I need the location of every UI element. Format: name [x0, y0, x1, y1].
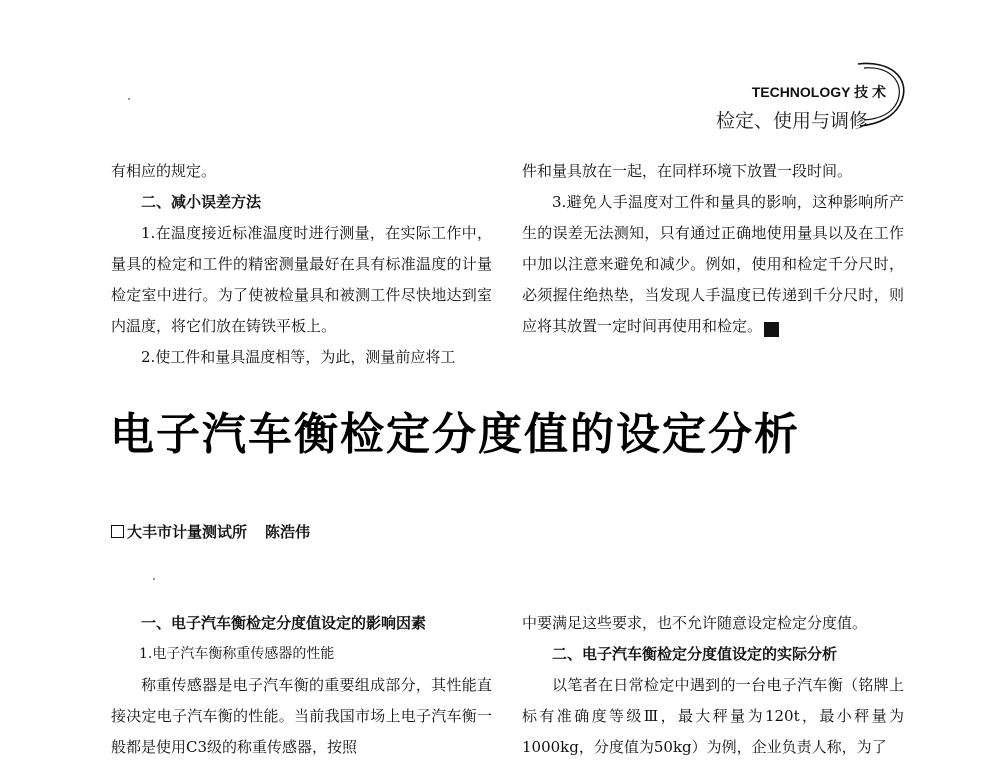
header-section-subtitle: 检定、使用与调修 [715, 110, 868, 132]
article-end-mark-icon: 计 [764, 322, 779, 337]
prev-right-paragraph-3 [522, 187, 904, 342]
scan-speck [153, 578, 155, 580]
header-section-label: TECHNOLOGY 技 术 [751, 84, 886, 100]
prev-right-line: 件和量具放在一起，在同样环境下放置一段时间。 [522, 162, 853, 180]
article-right-paragraph-1: 以笔者在日常检定中遇到的一台电子汽车衡（铭牌上标有准确度等级Ⅲ，最大秤量为120t，最小秤量为1000kg，分度值为50kg）为例，企业负责人称，为了 [522, 676, 904, 756]
article-left-paragraph-1: 称重传感器是电子汽车衡的重要组成部分，其性能直接决定电子汽车衡的性能。当前我国市场上电子汽车衡一般都是使用C3级的称重传感器，按照 [111, 676, 492, 756]
author-organization: 大丰市计量测试所 [127, 523, 248, 541]
prev-article-left-column [111, 156, 492, 373]
article-left-column [111, 608, 492, 763]
article-heading-1: 一、电子汽车衡检定分度值设定的影响因素 [141, 614, 427, 632]
article-author-line [111, 521, 310, 542]
prev-left-paragraph-2: 2.使工件和量具温度相等，为此，测量前应将工 [141, 348, 456, 366]
article-subheading-1: 1.电子汽车衡称重传感器的性能 [139, 646, 335, 662]
article-title: 电子汽车衡检定分度值的设定分析 [110, 409, 800, 460]
article-right-column [522, 608, 904, 763]
prev-left-heading: 二、减小误差方法 [141, 193, 262, 211]
prev-left-line: 有相应的规定。 [111, 162, 217, 180]
prev-right-paragraph-3-text: 3.避免人手温度对工件和量具的影响，这种影响所产生的误差无法测知，只有通过正确地使用量具以及在工作中加以注意来避免和减少。例如，使用和检定千分尺时，必须握住绝热垫，当发现人手温度已传递到千分尺时，则应将其放置一定时间再使用和检定。 [522, 193, 904, 335]
prev-article-right-column [522, 156, 904, 342]
scan-speck [128, 98, 130, 100]
author-name: 陈浩伟 [265, 523, 311, 541]
article-right-line: 中要满足这些要求，也不允许随意设定检定分度值。 [522, 614, 868, 632]
author-box-icon [111, 525, 124, 538]
article-heading-2: 二、电子汽车衡检定分度值设定的实际分析 [552, 645, 838, 663]
prev-left-paragraph-1: 1.在温度接近标准温度时进行测量，在实际工作中，量具的检定和工件的精密测量最好在具有标准温度的计量检定室中进行。为了使被检量具和被测工件尽快地达到室内温度，将它们放在铸铁平板上。 [111, 224, 492, 335]
